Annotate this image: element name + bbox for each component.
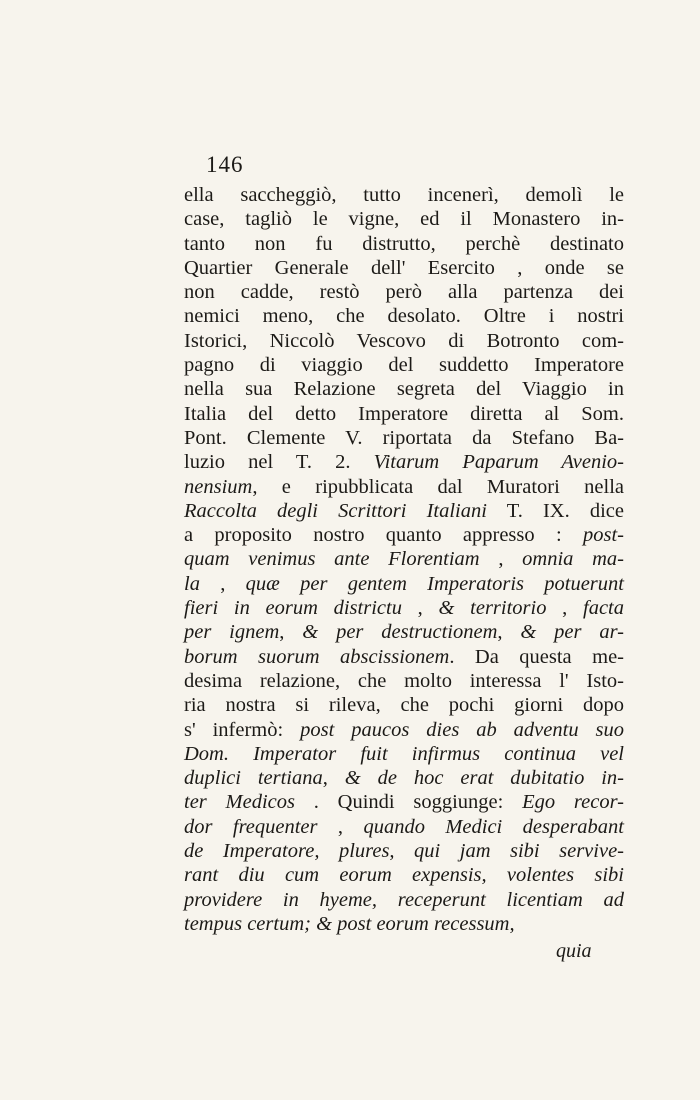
text-segment: & per destructionem [302, 621, 498, 644]
text-segment: desima relazione, che molto interessa l' Isto- [184, 669, 624, 692]
text-line [184, 232, 624, 256]
text-line [184, 742, 624, 766]
text-segment: luzio nel T. 2. [184, 451, 374, 474]
catchword: quia [556, 940, 592, 962]
text-line [184, 353, 624, 377]
text-segment: la [184, 572, 200, 595]
text-segment: quam venimus ante Florentiam [184, 548, 480, 571]
text-segment: duplici tertiana [184, 767, 323, 790]
text-segment: . Quindi soggiunge: [295, 791, 523, 814]
text-segment: pagno di viaggio del suddetto Imperatore [184, 354, 624, 377]
text-segment: per ignem [184, 621, 280, 644]
text-line [184, 256, 624, 280]
text-segment: , [279, 621, 303, 644]
text-segment: fieri in eorum districtu [184, 597, 402, 620]
text-segment: & territorio [438, 597, 547, 620]
page-number: 146 [206, 152, 244, 177]
text-line [184, 766, 624, 790]
text-segment: , [546, 597, 584, 620]
text-segment: ter Medicos [184, 791, 295, 814]
text-line [184, 790, 624, 814]
text-line [184, 304, 624, 328]
text-line [184, 718, 624, 742]
text-segment: dor frequenter [184, 815, 318, 838]
text-line [184, 377, 624, 401]
text-line [184, 280, 624, 304]
text-segment: Vitarum Paparum Avenio- [373, 451, 624, 474]
text-segment: non cadde, restò però alla partenza dei [184, 281, 624, 304]
text-segment: , [479, 548, 523, 571]
text-segment: T. IX. dice [486, 499, 625, 522]
text-segment: providere in hyeme, receperunt licentiam ad [184, 888, 624, 911]
text-line [184, 523, 624, 547]
text-line [184, 207, 624, 231]
text-segment: nella sua Relazione segreta del Viaggio in [184, 378, 624, 401]
text-line [184, 475, 624, 499]
text-segment: , e ripubblicata dal Muratori nella [252, 475, 624, 498]
text-segment: ella saccheggiò, tutto incenerì, demolì le [184, 184, 624, 206]
text-segment: omnia ma- [522, 548, 624, 571]
text-segment: quæ per gentem Imperatoris potuerunt [245, 572, 624, 595]
text-segment: borum suorum abscissionem [184, 645, 450, 668]
text-segment: nensium [184, 475, 253, 498]
text-segment: post- [583, 524, 624, 547]
text-segment: tanto non fu distrutto, perchè destinato [184, 232, 624, 255]
text-line [184, 839, 624, 863]
text-segment: nemici meno, che desolato. Oltre i nostri [184, 305, 624, 328]
text-segment: Raccolta degli Scrittori Italiani [184, 499, 487, 522]
text-line [184, 620, 624, 644]
text-segment: , [199, 572, 246, 595]
text-line [184, 645, 624, 669]
text-segment: , [497, 621, 521, 644]
text-segment: & per ar- [520, 621, 624, 644]
text-segment: quando Medici desperabant [363, 815, 624, 838]
text-line [184, 402, 624, 426]
text-segment: , [401, 597, 439, 620]
text-segment: rant diu cum eorum expensis, volentes sibi [184, 864, 624, 887]
text-line [184, 669, 624, 693]
text-line [184, 183, 624, 207]
text-segment: ria nostra si rileva, che pochi giorni dopo [184, 694, 624, 717]
text-segment: Quartier Generale dell' Esercito , onde se [184, 256, 624, 279]
text-segment: Pont. Clemente V. riportata da Stefano Ba- [184, 426, 624, 449]
text-segment: Italia del detto Imperatore diretta al Som. [184, 402, 624, 425]
text-line [184, 912, 624, 936]
text-segment: . Da questa me- [449, 645, 624, 668]
text-segment: , [317, 815, 364, 838]
text-line [184, 693, 624, 717]
text-line [184, 815, 624, 839]
text-line [184, 450, 624, 474]
text-line [184, 547, 624, 571]
text-segment: de Imperatore, plures, qui jam sibi servive- [184, 840, 624, 863]
text-segment: a proposito nostro quanto appresso : [184, 524, 583, 547]
text-line [184, 863, 624, 887]
text-segment: Istorici, Niccolò Vescovo di Botronto com- [184, 329, 624, 352]
text-line [184, 499, 624, 523]
text-segment: tempus certum; & post eorum recessum, [184, 912, 515, 935]
text-segment: & de hoc erat dubitatio in- [344, 767, 624, 790]
text-line [184, 329, 624, 353]
text-segment: post paucos dies ab adventu suo [300, 718, 624, 741]
text-segment: facta [583, 597, 625, 620]
text-line [184, 572, 624, 596]
body-text [184, 183, 624, 936]
text-line [184, 888, 624, 912]
text-segment: , [322, 767, 345, 790]
text-segment: case, tagliò le vigne, ed il Monastero in- [184, 208, 624, 231]
text-line [184, 426, 624, 450]
text-segment: Ego recor- [522, 791, 624, 814]
text-segment: Dom. Imperator fuit infirmus continua vel [184, 742, 624, 765]
text-line [184, 596, 624, 620]
text-segment: s' infermò: [184, 718, 301, 741]
